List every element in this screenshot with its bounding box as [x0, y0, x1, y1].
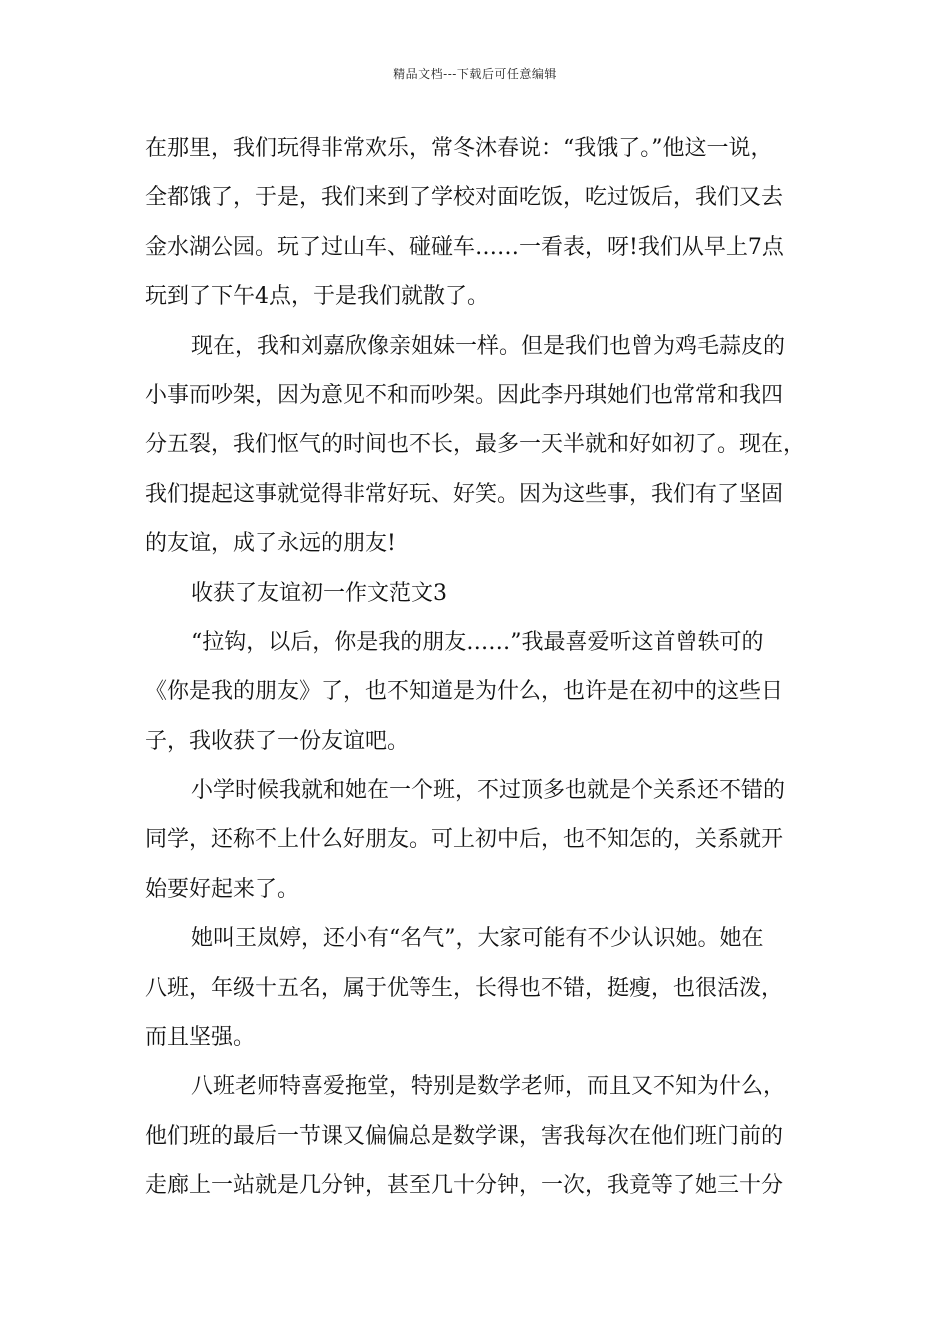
text-line: 他们班的最后一节课又偏偏总是数学课，害我每次在他们班门前的 [145, 1123, 784, 1149]
text-line: 我们提起这事就觉得非常好玩、好笑。因为这些事，我们有了坚固 [145, 481, 784, 507]
text-line: 玩到了下午4点，于是我们就散了。 [145, 284, 489, 310]
page-header: 精品文档---下载后可任意编辑 [393, 67, 557, 81]
text-line: 小学时候我就和她在一个班，不过顶多也就是个关系还不错的 [191, 778, 786, 804]
text-line: 而且坚强。 [145, 1025, 256, 1051]
text-line: 小事而吵架，因为意见不和而吵架。因此李丹琪她们也常常和我四 [145, 382, 784, 408]
text-line: 子，我收获了一份友谊吧。 [145, 728, 410, 754]
text-line: 同学，还称不上什么好朋友。可上初中后，也不知怎的，关系就开 [145, 827, 784, 853]
text-line: 现在，我和刘嘉欣像亲姐妹一样。但是我们也曾为鸡毛蒜皮的 [191, 333, 786, 359]
text-line: 她叫王岚婷，还小有“名气”，大家可能有不少认识她。她在 [191, 926, 764, 952]
text-line: “拉钩，以后，你是我的朋友……”我最喜爱听这首曾轶可的 [191, 629, 764, 655]
text-line: 全都饿了，于是，我们来到了学校对面吃饭，吃过饭后，我们又去 [145, 185, 784, 211]
text-line: 八班老师特喜爱拖堂，特别是数学老师，而且又不知为什么， [191, 1074, 786, 1100]
text-line: 在那里，我们玩得非常欢乐，常冬沐春说：“我饿了。”他这一说， [145, 136, 773, 161]
text-line: 金水湖公园。玩了过山车、碰碰车……一看表，呀!我们从早上7点 [145, 234, 784, 260]
text-line: 的友谊，成了永远的朋友! [145, 531, 396, 557]
text-line: 收获了友谊初一作文范文3 [191, 580, 447, 606]
text-line: 《你是我的朋友》了，也不知道是为什么，也许是在初中的这些日 [145, 679, 784, 705]
body-text [145, 124, 835, 1211]
text-line: 始要好起来了。 [145, 876, 300, 902]
text-line: 八班，年级十五名，属于优等生，长得也不错，挺瘦，也很活泼， [145, 975, 784, 1001]
text-line: 走廊上一站就是几分钟，甚至几十分钟，一次，我竟等了她三十分 [145, 1173, 784, 1199]
text-line: 分五裂，我们怄气的时间也不长，最多一天半就和好如初了。现在， [145, 432, 806, 458]
